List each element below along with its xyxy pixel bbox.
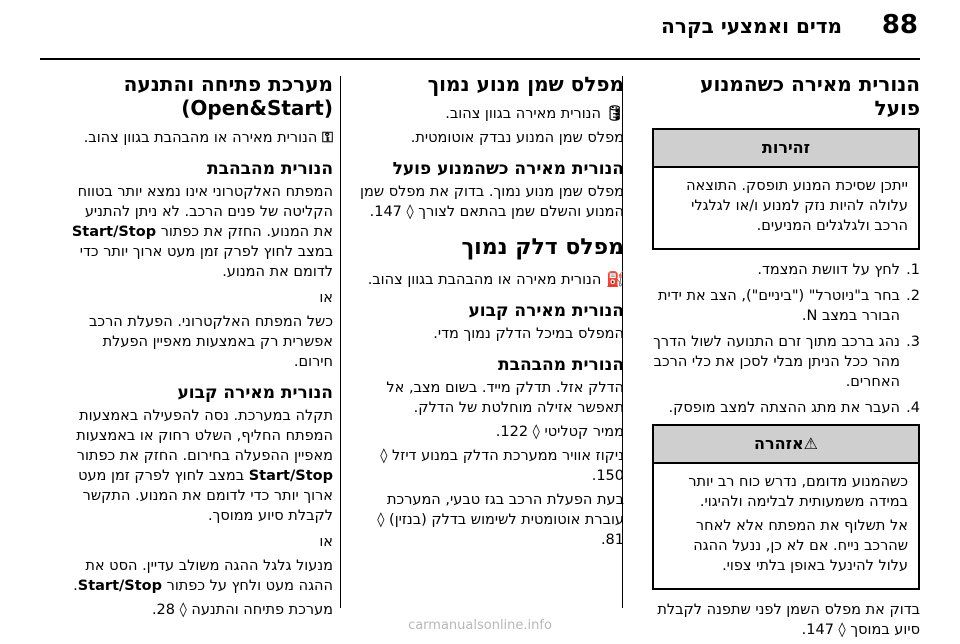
step-item: 1. לחץ על דוושת המצמד. [757, 262, 920, 278]
middle-column [358, 72, 624, 554]
watermark: carmanualsonline.info [408, 618, 552, 633]
fuel-flashing-text-1: הדלק אזל. תדלק מייד. בשום מצב, אל תאפשר אזילה מוחלטת של הדלק. [386, 380, 624, 416]
steps-list [652, 260, 920, 418]
right-column [652, 72, 920, 644]
page-number: 88 [881, 10, 918, 40]
section-heading-oil-running: הנורית מאירה כשהמנוע פועל [392, 159, 624, 179]
header-divider [40, 58, 920, 60]
section-heading-engine-running: הנורית מאירה כשהמנוע פועל [700, 72, 920, 120]
page-header [0, 0, 960, 52]
key-steady-text: תקלה במערכת. נסה להפעילה באמצעות המפתח החליף, השלט רחוק או באמצעות מאפיין ההפעלה בחירום. החזק את כפתור Start/Stop במצב לחוץ לפרק זמן מעט ארוך יותר כדי לדומם את המנוע. התקשר לקבלת סיוע ממוסך. [76, 408, 333, 524]
oil-can-icon: 🛢 [605, 106, 624, 122]
or-separator: או [319, 534, 333, 550]
step-item: 3. נהג ברכב מתוך זרם התנועה לשול הדרך מהר ככל הניתן מבלי לסכן את כלי הרכב האחרים. [653, 334, 920, 390]
section-heading-low-oil: מפלס שמן מנוע נמוך [427, 72, 624, 96]
section-heading-low-fuel: מפלס דלק נמוך [461, 235, 624, 260]
caution-title: זהירות [654, 130, 918, 168]
warning-text-1: כשהמנוע מדומם, נדרש כוח רב יותר במידה משמעותית לבלימה ולהיגוי. [688, 474, 908, 510]
key-failure-text: כשל המפתח האלקטרוני. הפעלת הרכב אפשרית רק באמצעות מאפיין הפעלת חירום. [89, 314, 333, 370]
section-heading-key-steady: הנורית מאירה קבוע [177, 383, 333, 403]
warning-text-2: אל תשלוף את המפתח אלא לאחר שהרכב נייח. אם לא כן, ננעל ההגה עלול להינעל באופן בלתי צפוי. [693, 518, 908, 574]
step-item: 2. בחר ב"ניוטרל" ("ביניים"), הצב את ידית הבורר במצב N. [657, 288, 920, 324]
key-lamp-row: ⚿ הנורית מאירה או מהבהבת בגוון צהוב. [83, 130, 333, 146]
oil-auto-check: מפלס שמן המנוע נבדק אוטומטית. [410, 130, 624, 146]
steering-lock-text: מנעול גלגל ההגה משולב עדיין. הסט את ההגה מעט ולחץ על כפתור Start/Stop. [73, 558, 333, 594]
oil-lamp-row: 🛢 הנורית מאירה בגוון צהוב. [445, 106, 624, 122]
fuel-pump-icon: ⛽ [605, 272, 624, 288]
section-heading-key-flashing: הנורית מהבהבת [207, 159, 333, 179]
catalytic-ref: ממיר קטליטי ◊ 122. [495, 424, 624, 440]
diesel-bleed-ref: ניקוז אוויר ממערכת הדלק במנוע דיזל ◊ 150. [380, 448, 624, 484]
section-heading-fuel-steady: הנורית מאירה קבוע [468, 301, 624, 321]
start-stop-keyword: Start/Stop [248, 468, 333, 484]
key-icon: ⚿ [321, 130, 333, 146]
chapter-title: מדים ואמצעי בקרה [661, 14, 842, 38]
fuel-lamp-row: ⛽ הנורית מאירה או מהבהבת בגוון צהוב. [367, 272, 624, 288]
warning-box [652, 424, 920, 590]
caution-text: ייתכן שסיכת המנוע תופסק. התוצאה עלולה להיות נזק למנוע ו/או לגלגלי הרכב ולגלגלים המניעים. [686, 178, 908, 234]
oil-check-note: בדוק את מפלס השמן לפני שתפנה לקבלת סיוע במוסך ◊ 147. [657, 602, 920, 638]
left-column [63, 72, 333, 624]
warning-title: אזהרה [753, 434, 804, 453]
column-divider-2 [340, 76, 341, 608]
key-flashing-text: המפתח האלקטרוני אינו נמצא יותר בטווח הקליטה של פנים הרכב. לא ניתן להתניע את המנוע. החזק את כפתור Start/Stop במצב לחוץ לפרק זמן מעט ארוך יותר כדי לדומם את המנוע. [71, 184, 333, 280]
natural-gas-note: בעת הפעלת הרכב בגז טבעי, המערכת עוברת אוטומטית לשימוש בדלק (בנזין) ◊ 81. [377, 492, 624, 548]
open-start-ref: מערכת פתיחה והתנעה ◊ 28. [151, 602, 333, 618]
start-stop-keyword: Start/Stop [71, 224, 157, 240]
start-stop-keyword: Start/Stop [77, 578, 163, 594]
caution-box [652, 128, 920, 250]
oil-running-text: מפלס שמן מנוע נמוך. בדוק את מפלס שמן המנוע והשלם שמן בהתאם לצורך ◊ 147. [360, 184, 624, 220]
section-heading-fuel-flashing: הנורית מהבהבת [498, 355, 624, 375]
fuel-steady-text: המפלס במיכל הדלק נמוך מדי. [433, 326, 624, 342]
warning-title-row [654, 426, 918, 464]
section-heading-open-start: מערכת פתיחה והתנעה (Open&Start) [123, 72, 333, 120]
step-item: 4. העבר את מתג ההצתה למצב מופסק. [668, 400, 920, 416]
warning-triangle-icon: ⚠ [803, 434, 818, 453]
or-separator: או [319, 290, 333, 306]
